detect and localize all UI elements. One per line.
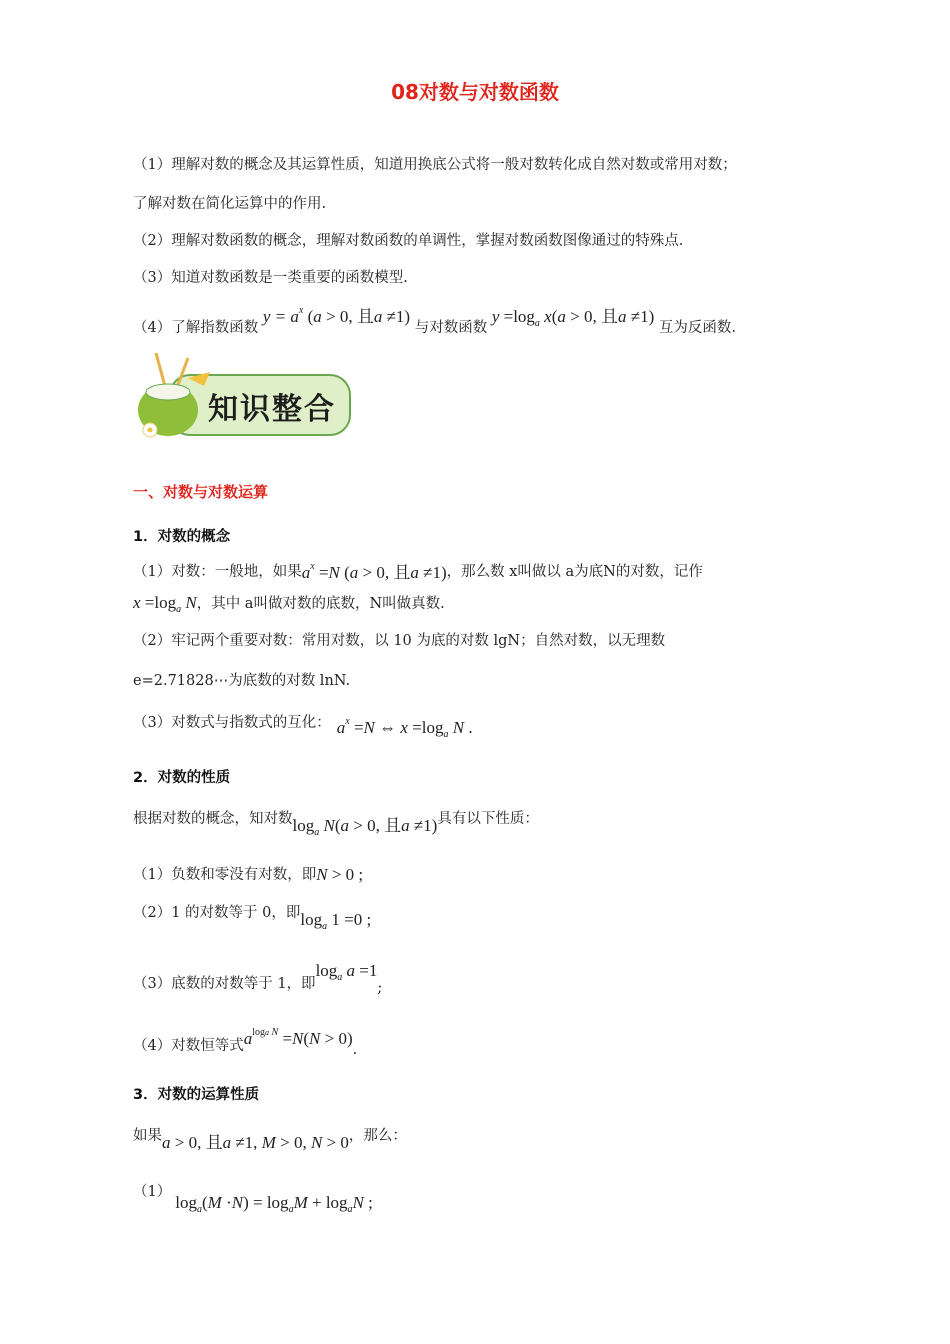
- concept-line-1-pre: （1）对数：一般地，如果: [133, 564, 302, 580]
- formula-prop2: $\log_a 1 =0$ ;: [300, 910, 372, 932]
- knowledge-badge: [130, 350, 355, 445]
- objective-2: （2）理解对数函数的概念，理解对数函数的单调性，掌握对数函数图像通过的特殊点.: [133, 233, 684, 249]
- objective-4-mid: 与对数函数: [414, 320, 488, 336]
- property-2-pre: （2）1 的对数等于 0，即: [133, 905, 301, 921]
- rules-intro-post: ，那么：: [348, 1128, 407, 1144]
- rule-1-pre: （1）: [133, 1184, 172, 1200]
- formula-log-fn: $y =\log_a$ x(a > 0, 且a ≠1): [491, 307, 655, 329]
- properties-intro: [133, 803, 539, 838]
- formula-condition: $\log_a N(a > 0$, 且a ≠1): [292, 816, 438, 838]
- subsection-heading-2: 2．对数的性质: [133, 770, 231, 786]
- concept-line-2-post: ，其中 a叫做对数的底数，N叫做真数.: [196, 596, 445, 612]
- section-heading: 一、对数与对数运算: [133, 483, 269, 501]
- property-4: （4）对数恒等式$a^{loga N} =N(N > 0)$.: [133, 1027, 358, 1058]
- property-3: （3）底数的对数等于 1，即$\log_a a =1$;: [133, 961, 383, 996]
- objective-4: [133, 305, 736, 339]
- subsection-heading-1: 1．对数的概念: [133, 529, 231, 545]
- property-2: [133, 901, 372, 932]
- badge-label: 知识整合: [208, 392, 336, 427]
- properties-intro-post: 具有以下性质：: [437, 811, 539, 827]
- page-title: 08对数与对数函数: [391, 80, 559, 104]
- objective-4-pre: （4）了解指数函数: [133, 320, 259, 336]
- objective-1a: （1）理解对数的概念及其运算性质，知道用换底公式将一般对数转化成自然对数或常用对数；: [133, 157, 737, 173]
- property-3-pre: （3）底数的对数等于 1，即: [133, 976, 316, 992]
- property-1: [133, 863, 363, 884]
- rules-intro: [133, 1120, 407, 1152]
- property-4-pre: （4）对数恒等式: [133, 1038, 244, 1054]
- formula-definition: $a^x =N$ (a > 0, 且a ≠1): [301, 561, 447, 582]
- formula-conditions-3: a > 0, 且a ≠1, M > 0, N > 0: [162, 1133, 349, 1152]
- formula-definition-log: $x =\log_a$ N: [133, 593, 197, 615]
- rule-1: [133, 1180, 373, 1215]
- formula-prop3: $\log_a a =1$: [315, 961, 378, 983]
- concept-line-3: （2）牢记两个重要对数：常用对数，以 10 为底的对数 lgN；自然对数，以无理数: [133, 633, 666, 649]
- properties-intro-pre: 根据对数的概念，知对数: [133, 811, 293, 827]
- property-1-pre: （1）负数和零没有对数，即: [133, 867, 317, 883]
- concept-line-5-pre: （3）对数式与指数式的互化：: [133, 715, 331, 731]
- formula-prop1: N > 0 ;: [316, 865, 364, 884]
- formula-prop4: $a^{loga N} =N(N > 0)$: [243, 1027, 353, 1048]
- subsection-heading-3: 3．对数的运算性质: [133, 1087, 260, 1103]
- concept-line-1: [133, 556, 703, 581]
- objective-3: （3）知道对数函数是一类重要的函数模型.: [133, 270, 408, 286]
- formula-rule1: $\log_a(M \cdot N) = \log_aM + \log_aN$ ;: [175, 1193, 373, 1215]
- formula-convert: $a^x =N$ ⇔ $x =\log_a$ N .: [336, 716, 473, 740]
- objective-4-post: 互为反函数.: [658, 320, 736, 336]
- objective-1b: 了解对数在简化运算中的作用.: [133, 196, 327, 212]
- concept-line-1-post: ，那么数 x叫做以 a为底N的对数，记作: [446, 564, 703, 580]
- concept-line-5: [133, 710, 473, 740]
- concept-line-2: [133, 592, 445, 615]
- formula-exp-fn: $y = a^x$ (a > 0, 且a ≠1): [262, 305, 411, 326]
- rules-intro-pre: 如果: [133, 1128, 162, 1144]
- concept-line-4: e=2.71828⋯为底数的对数 lnN.: [133, 673, 351, 689]
